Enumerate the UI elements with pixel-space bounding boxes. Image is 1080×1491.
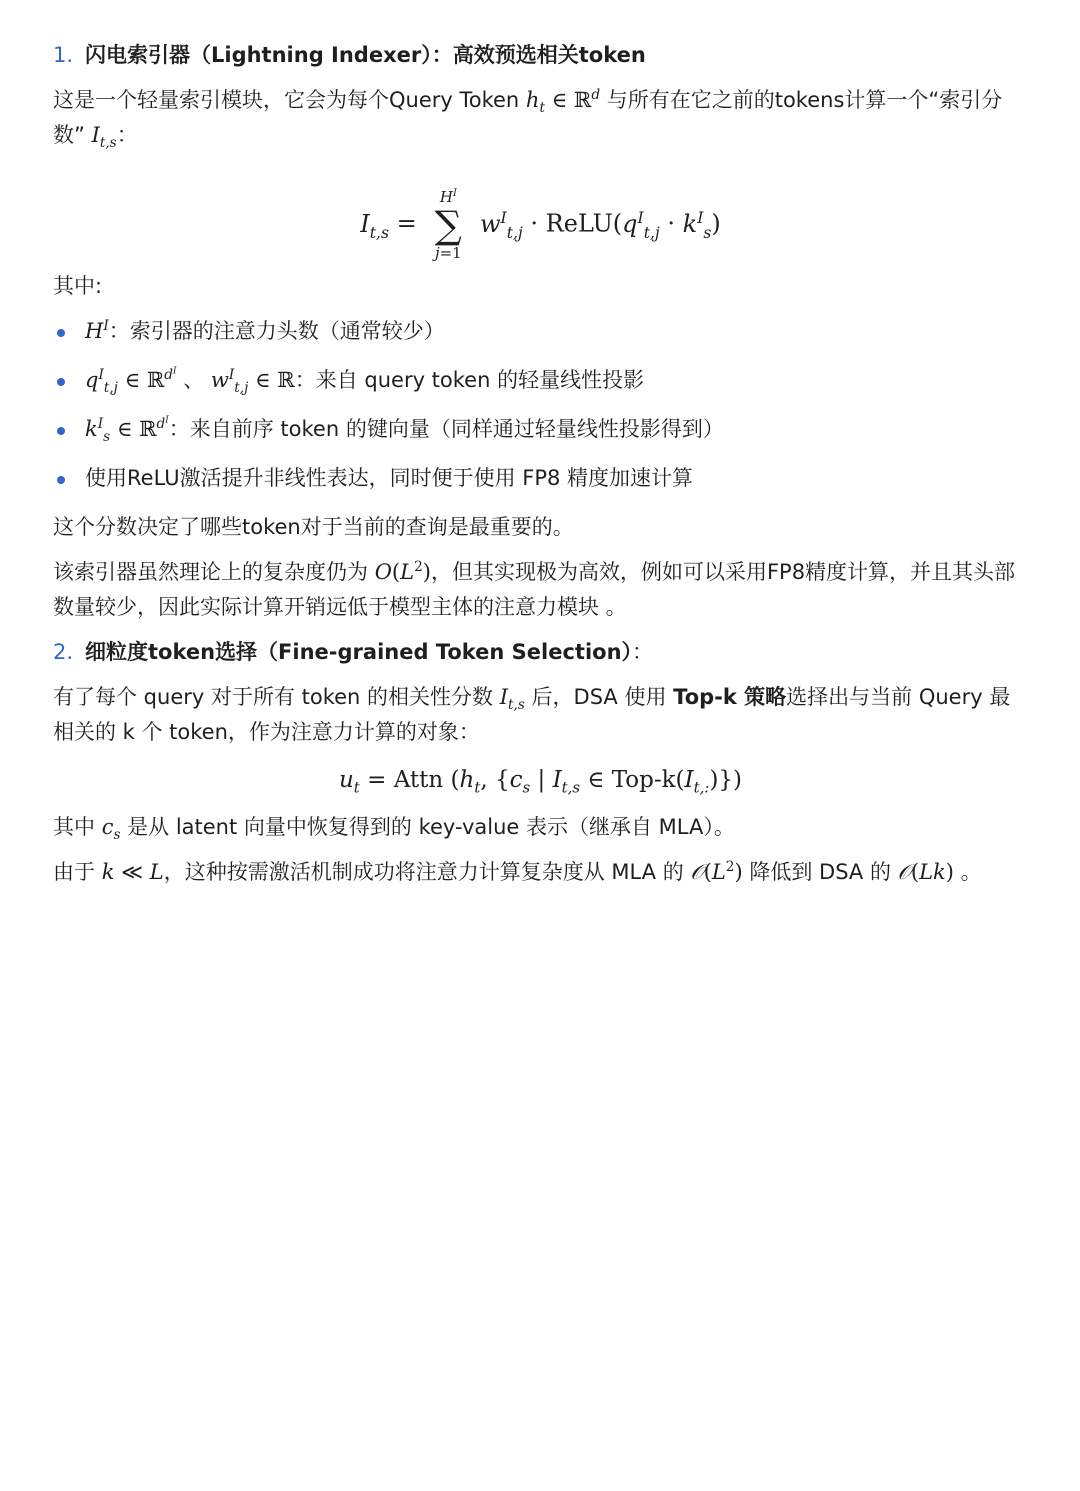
bullet-dot-icon <box>57 378 65 386</box>
bullet-dot-icon <box>57 427 65 435</box>
bullet-2-text: ：来自 query token 的轻量线性投影 <box>294 368 645 392</box>
final-text-c: 降低到 DSA 的 <box>742 860 898 884</box>
paragraph-cs <box>53 810 1028 845</box>
intro-text-c: ： <box>116 123 138 147</box>
list-item <box>53 461 1028 496</box>
cs-text-a: 其中 <box>53 815 102 839</box>
math-wi: $w^I_{t,j}$ ∈ ℝ <box>210 367 295 397</box>
section-2-title <box>85 635 653 670</box>
where-label: 其中: <box>53 274 103 298</box>
section-2-heading <box>53 635 1028 670</box>
bullet-4-text: 使用ReLU激活提升非线性表达，同时便于使用 FP8 精度加速计算 <box>85 466 694 490</box>
section-2-title-rest: ： <box>632 640 654 664</box>
math-qi: $q^I_{t,j}$ ∈ ℝ$^{d^I}$ <box>85 366 177 397</box>
complexity-text-b: ，但其实现极为高效，例如可以采用FP8精度计算，并且其头部数量较少，因此实际计算开销远低于模型主体的注意力模块 。 <box>53 560 1016 619</box>
math-k-ll-l: k ≪ L <box>101 860 164 884</box>
intro-paragraph <box>53 83 1028 153</box>
definition-list <box>53 314 1028 496</box>
math-hi: $H^I$ <box>85 318 109 343</box>
math-o-l2-mla: $𝒪(L^2)$ <box>690 859 743 884</box>
bullet-3-text: ：来自前序 token 的键向量（同样通过轻量线性投影得到） <box>168 417 724 441</box>
intro-text-b: 与所有在它之前的tokens计算一个“索引分数” <box>53 88 1003 147</box>
list-item <box>53 412 1028 447</box>
paragraph-complexity <box>53 555 1028 625</box>
section-1-number: 1. <box>53 43 74 67</box>
summation-symbol: $H^I$ ∑ j=1 <box>434 188 462 262</box>
topk-strategy-bold: Top-k 策略 <box>673 685 787 709</box>
bullet-dot-icon <box>57 476 65 484</box>
topk-text-a: 有了每个 query 对于所有 token 的相关性分数 <box>53 685 500 709</box>
list-item <box>53 363 1028 398</box>
bullet-2-mid: 、 <box>183 368 205 392</box>
intro-text-a: 这是一个轻量索引模块，它会为每个Query Token <box>53 88 526 112</box>
paragraph-topk <box>53 680 1028 750</box>
section-1-title <box>85 38 646 73</box>
paragraph-decides: 这个分数决定了哪些token对于当前的查询是最重要的。 <box>53 515 574 539</box>
document-body <box>53 38 1028 900</box>
math-its: $I_{t,s}$ <box>91 123 117 152</box>
math-ht-in-rd: $h_t$ ∈ ℝ$^d$ <box>525 87 601 117</box>
final-text-d: 。 <box>953 860 982 884</box>
cs-text-b: 是从 latent 向量中恢复得到的 key-value 表示（继承自 MLA）。 <box>120 815 735 839</box>
list-item <box>53 314 1028 349</box>
topk-text-b: 后，DSA 使用 <box>524 685 674 709</box>
math-o-lk: 𝒪(Lk) <box>897 860 954 884</box>
math-ki: $k^I_s$ ∈ ℝ$^{d^I}$ <box>85 415 169 446</box>
section-1-title-main: 闪电索引器（Lightning Indexer）： <box>85 43 453 67</box>
final-text-b: ，这种按需激活机制成功将注意力计算复杂度从 MLA 的 <box>163 860 691 884</box>
formula-index-score <box>53 163 1028 262</box>
section-2-title-main: 细粒度token选择（Fine-grained Token Selection） <box>85 640 633 664</box>
math-its-2: $I_{t,s}$ <box>499 685 525 714</box>
section-2-number: 2. <box>53 640 74 664</box>
final-text-a: 由于 <box>53 860 102 884</box>
math-cs: $c_s$ <box>101 815 121 844</box>
formula-index-score-body: $I_{t,s}$ = $H^I$ ∑ j=1 $w^I_{t,j}$ · $ReLU(q^I_{t,j} \cdot k^I_s)$ <box>360 188 721 262</box>
bullet-dot-icon <box>57 329 65 337</box>
paragraph-final <box>53 855 1028 890</box>
bullet-1-text: ：索引器的注意力头数（通常较少） <box>108 319 445 343</box>
section-1-title-rest: 高效预选相关token <box>452 43 646 67</box>
section-1-heading <box>53 38 1028 73</box>
formula-attention: $u_t$ = Attn ($h_t$, {$c_s$ | $I_{t,s}$ ∈ Top-$k(I_{t,:})$}) <box>338 767 743 797</box>
topk-text-c: 选择出与当前 Query 最相关的 k 个 token，作为注意力计算的对象： <box>53 685 1011 744</box>
math-o-l2: $O(L^2)$ <box>374 559 431 584</box>
complexity-text-a: 该索引器虽然理论上的复杂度仍为 <box>53 560 375 584</box>
